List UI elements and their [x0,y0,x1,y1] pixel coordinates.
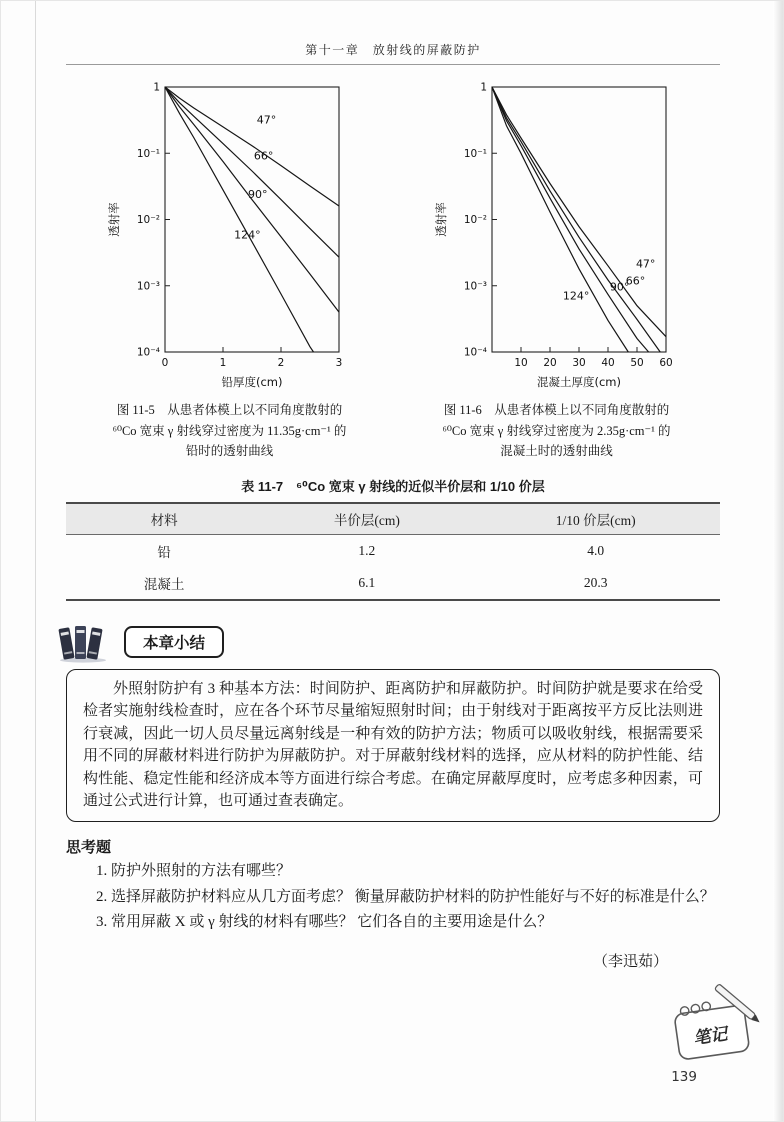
svg-text:1: 1 [479,81,487,94]
concrete-transmission-chart [432,79,682,394]
chapter-header: 第十一章 放射线的屏蔽防护 [305,43,481,57]
caption-line: ⁶⁰Co 宽束 γ 射线穿过密度为 11.35g·cm⁻¹ 的 [112,423,347,438]
svg-text:124°: 124° [233,228,261,242]
summary-box [66,669,720,822]
table-cell: 20.3 [583,574,608,590]
svg-text:透射率: 透射率 [106,202,121,237]
table-cell: 混凝土 [143,576,185,592]
svg-text:40: 40 [600,357,615,369]
figures-row [66,79,720,462]
svg-text:10⁻⁴: 10⁻⁴ [463,346,487,359]
books-icon [58,621,112,663]
table-header-material: 材料 [66,503,262,535]
svg-text:47°: 47° [256,113,276,127]
svg-text:1: 1 [152,81,160,94]
figure-11-5 [66,79,393,462]
scan-edge-right [773,1,783,1121]
table-title: 表 11-7 ⁶⁰Co 宽束 γ 射线的近似半价层和 1/10 价层 [241,478,545,494]
table-row-concrete [66,567,720,600]
svg-text:10⁻¹: 10⁻¹ [463,147,487,160]
question-item-3: 3. 常用屏蔽 X 或 γ 射线的材料有哪些？ 它们各自的主要用途是什么？ [96,914,553,931]
summary-text: 外照射防护有 3 种基本方法：时间防护、距离防护和屏蔽防护。时间防护就是要求在给受检者实施射线检查时，应在各个环节尽量缩短照射时间；由于射线对于距离按平方反比法则进行衰减，因此一切人员尽量远离射线是一种有效的防护方法；物质可以吸收射线，根据需要采用不同的屏蔽材料进行防护为屏蔽防护。对于屏蔽射线材料的选择，应从材料的防护性能、结构性能、稳定性能和经济成本等方面进行综合考虑。在确定屏蔽厚度时，应考虑多种因素，可通过公式进行计算，也可通过查表确定。 [83,680,703,810]
question-item-1: 1. 防护外照射的方法有哪些？ [96,862,292,879]
svg-text:124°: 124° [562,289,589,303]
svg-text:60: 60 [658,357,673,369]
svg-text:透射率: 透射率 [433,202,448,237]
table-header-half-value-layer: 半价层(cm) [262,503,471,535]
svg-text:铅厚度(cm): 铅厚度(cm) [221,375,282,389]
svg-text:66°: 66° [625,274,645,288]
svg-text:20: 20 [542,357,557,369]
table-cell: 1.2 [358,542,376,558]
header-rule [66,64,720,65]
svg-text:10⁻¹: 10⁻¹ [136,147,160,160]
svg-text:0: 0 [161,357,168,369]
caption-line: ⁶⁰Co 宽束 γ 射线穿过密度为 2.35g·cm⁻¹ 的 [442,423,671,438]
svg-text:10⁻⁴: 10⁻⁴ [136,346,160,359]
table-header-tenth-value-layer: 1/10 价层(cm) [471,503,720,535]
table-cell: 铅 [157,544,171,560]
caption-line: 图 11-6 从患者体模上以不同角度散射的 [443,403,670,417]
half-value-layer-table [66,502,720,601]
table-row-lead [66,534,720,567]
table-cell: 6.1 [358,574,376,590]
scan-edge-left [35,1,36,1121]
caption-line: 混凝土时的透射曲线 [500,444,613,459]
question-item-2: 2. 选择屏蔽防护材料应从几方面考虑？ 衡量屏蔽防护材料的防护性能好与不好的标准是什么？ [96,888,715,905]
svg-text:10⁻³: 10⁻³ [463,280,487,293]
page-content [66,1,720,971]
svg-text:90°: 90° [247,188,268,202]
author-credit: （李迅茹） [592,954,668,971]
svg-text:1: 1 [219,357,226,369]
svg-text:90°: 90° [609,280,629,294]
svg-text:3: 3 [335,357,342,369]
figure-caption [442,400,670,462]
caption-line: 图 11-5 从患者体模上以不同角度散射的 [116,403,343,417]
svg-text:47°: 47° [635,257,655,271]
figure-caption [113,400,347,462]
summary-section-label: 本章小结 [124,626,224,658]
table-header-row [66,503,720,535]
questions-heading: 思考题 [66,838,112,856]
summary-header [58,621,720,663]
doodle-label: 笔记 [692,1024,729,1048]
page-number: 139 [671,1069,697,1085]
svg-text:混凝土厚度(cm): 混凝土厚度(cm) [536,375,621,389]
svg-text:2: 2 [277,357,284,369]
figure-11-6 [393,79,720,462]
svg-text:10⁻²: 10⁻² [136,214,160,226]
caption-line: 铅时的透射曲线 [185,444,274,459]
table-cell: 4.0 [587,542,605,558]
svg-text:50: 50 [629,357,644,369]
svg-text:10: 10 [513,357,528,369]
svg-text:10⁻²: 10⁻² [463,214,487,226]
notes-doodle-icon [671,983,767,1067]
svg-text:30: 30 [571,357,586,369]
lead-transmission-chart [105,79,355,394]
svg-text:10⁻³: 10⁻³ [136,280,160,293]
svg-text:66°: 66° [253,149,273,163]
